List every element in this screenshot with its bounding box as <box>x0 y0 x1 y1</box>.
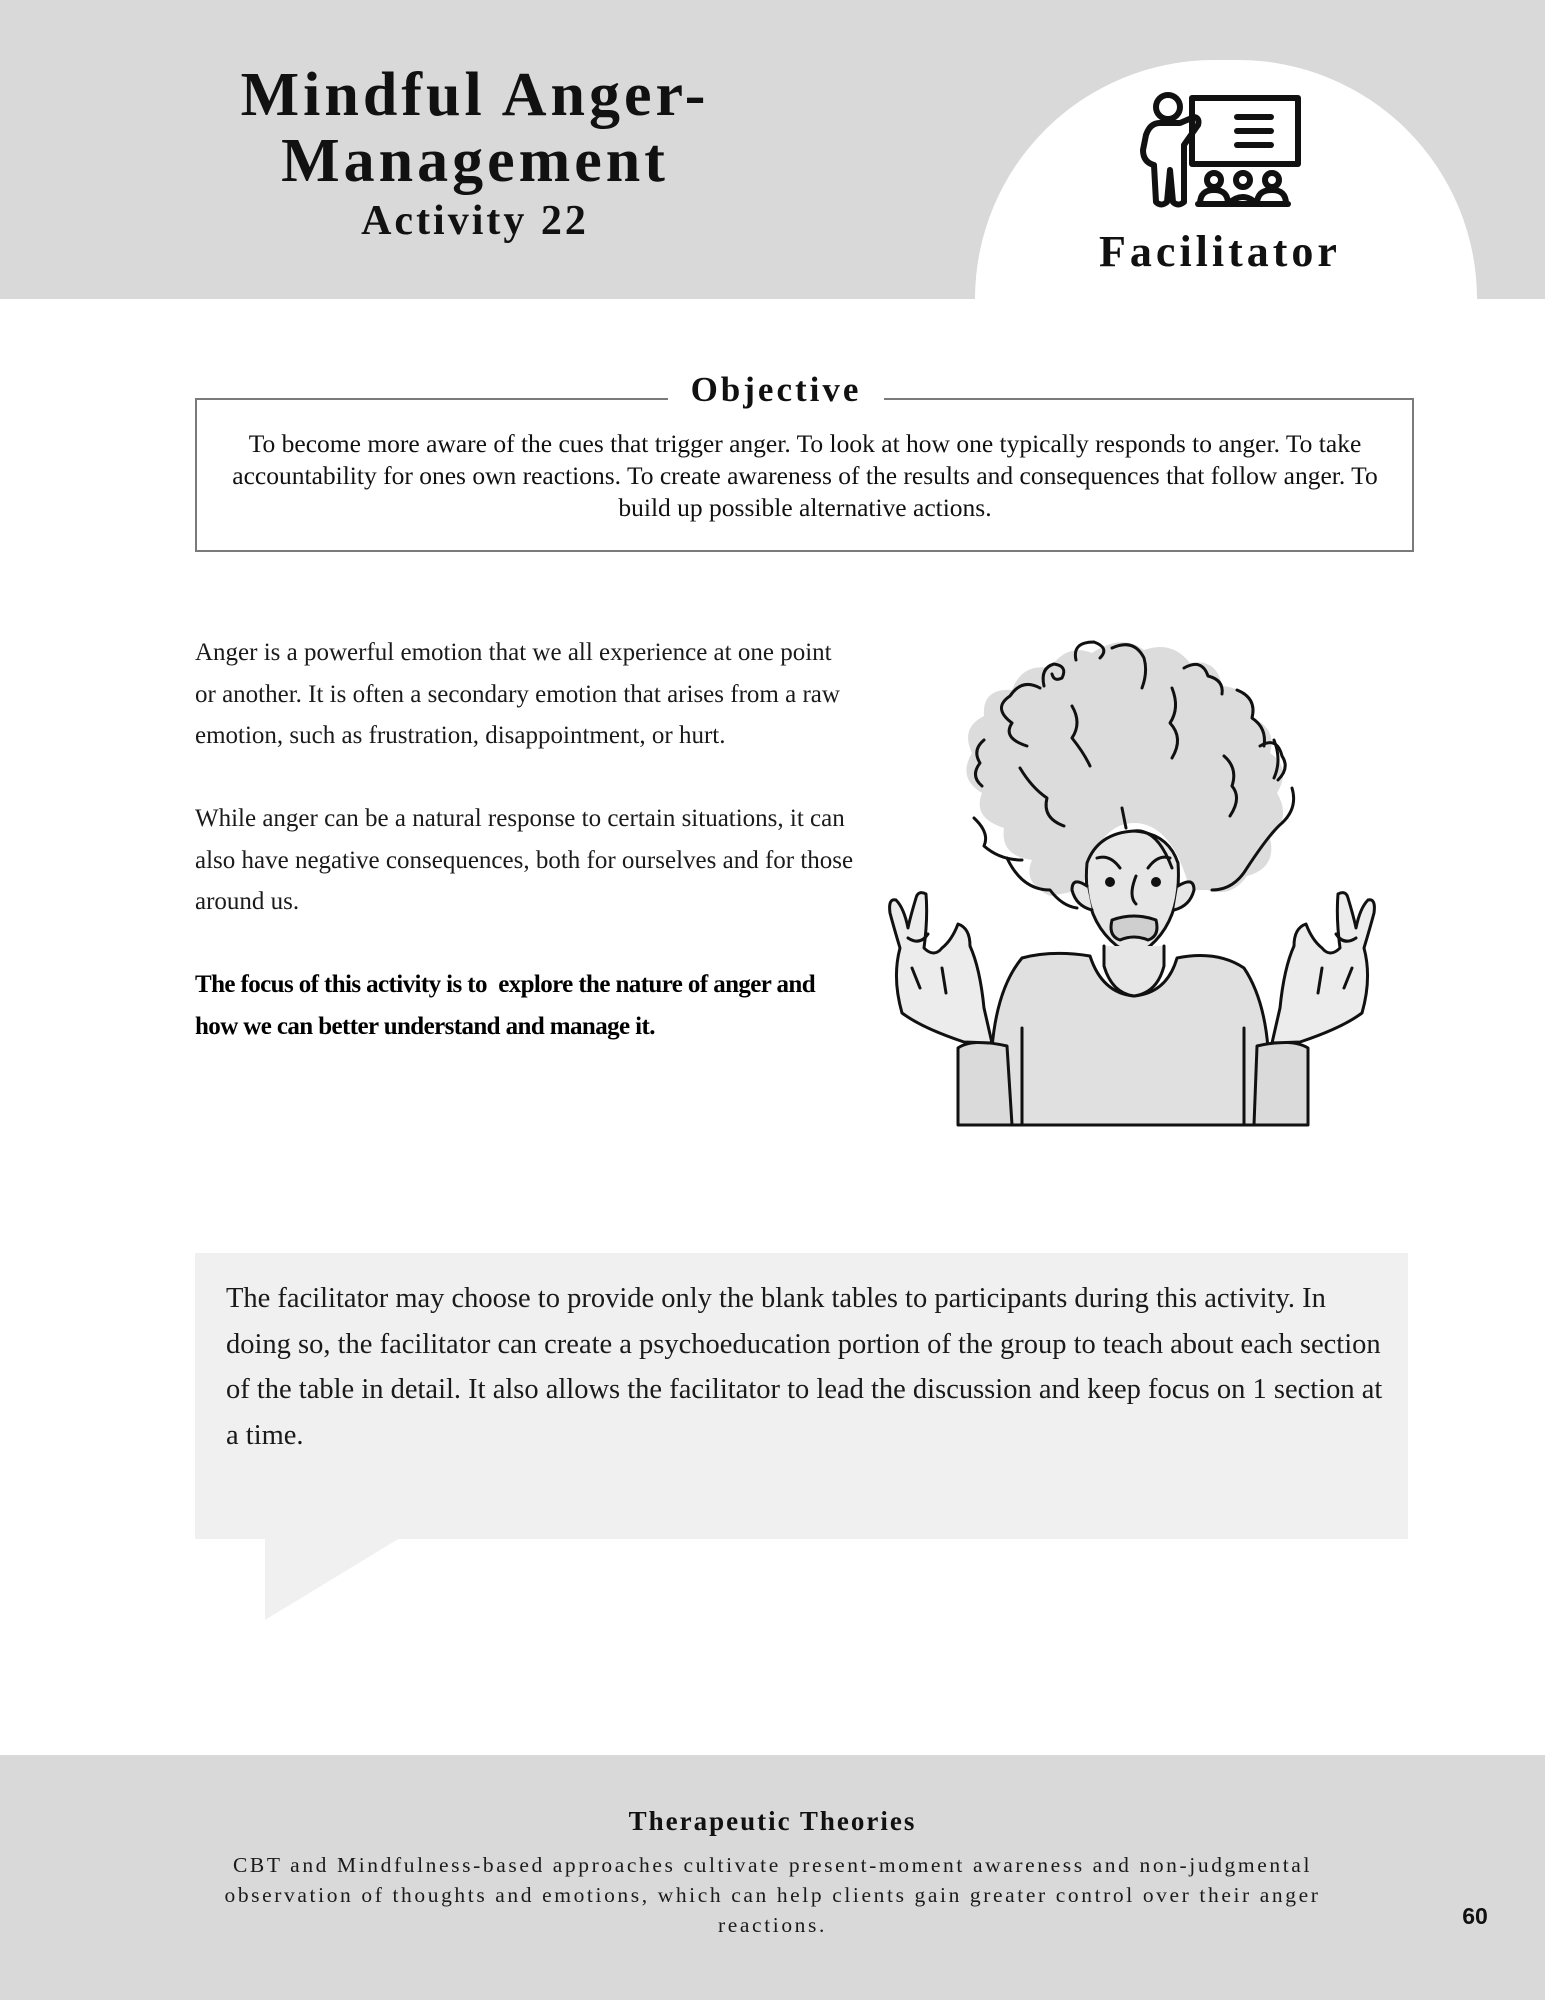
title-line-2: Management <box>281 127 669 195</box>
intro-section <box>195 632 855 1047</box>
role-label: Facilitator <box>1099 227 1341 276</box>
presenter-classroom-icon <box>1140 90 1306 210</box>
intro-paragraph-1: Anger is a powerful emotion that we all experience at one point or another. It is often a secondary emotion that arises from a raw emotion, such as frustration, disappointment, or hurt. <box>195 639 840 749</box>
facilitator-note-text: The facilitator may choose to provide only the blank tables to participants during this activity. In doing so, the facilitator can create a psychoeducation portion of the group to teach about each section of the table in detail. It also allows the facilitator to lead the discussion and keep focus on 1 section at a time. <box>226 1283 1383 1451</box>
activity-number: Activity 22 <box>361 198 589 244</box>
callout-tail <box>265 1538 400 1620</box>
objective-heading: Objective <box>668 366 884 414</box>
right-sleeve <box>1254 1042 1308 1125</box>
footer-text: CBT and Mindfulness-based approaches cultivate present-moment awareness and non-judgmental observation of thoughts and emotions, which can help clients gain greater control over their anger reactions. <box>224 1853 1321 1937</box>
focus-statement: The focus of this activity is to explore the nature of anger and how we can better understand and manage it. <box>195 971 821 1040</box>
page-number: 60 <box>1462 1903 1488 1929</box>
page-title <box>150 62 800 246</box>
objective-text: To become more aware of the cues that trigger anger. To look at how one typically responds to anger. To take accountability for ones own reactions. To create awareness of the results and consequences that follow anger. To build up possible alternative actions. <box>232 429 1378 522</box>
title-line-1: Mindful Anger- <box>240 61 710 129</box>
angry-person-illustration <box>872 628 1392 1128</box>
left-sleeve <box>958 1042 1012 1125</box>
intro-paragraph-2: While anger can be a natural response to certain situations, it can also have negative consequences, both for ourselves and for those around us. <box>195 805 854 915</box>
footer-title: Therapeutic Theories <box>628 1806 917 1836</box>
